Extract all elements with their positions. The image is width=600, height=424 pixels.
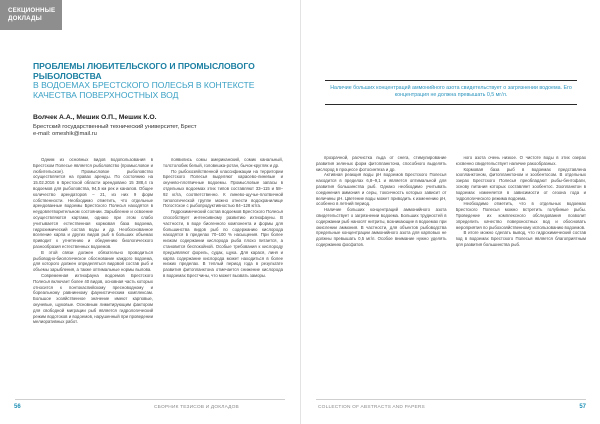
paragraph: прозрачной, расчистка льда от снега, стимулирование развития зеленых форм фитопланктона, способного выделять кислород в процессе фотосинтеза и др.	[316, 155, 447, 172]
right-text-columns	[316, 155, 586, 390]
footer-text-right: COLLECTION OF ABSTRACTS AND PAPERS	[318, 405, 425, 410]
paragraph: Активная реакция воды pH водоемов Брестского Полесья находится в пределах 6,8–9,1 и является оптимальной для развития большинства рыб. Однако необходимо учитывать соединения аммония и серы, токсичность которых зависит от величины pH. Цветение воды может приводить к изменению pH, особенно в летний период.	[316, 172, 447, 207]
section-tag: СЕКЦИОННЫЕ ДОКЛАДЫ	[0, 0, 62, 30]
paragraph: Одним из основных видов водопользования в Брестском Полесье является рыболовство (промысловое и любительское). Промысловое рыболовство осуществляется на правах аренды. По состоянию на 15.02.2016 в Брестской области арендовано 15 388,4 га водоемов для рыболовства, 94,5 км рек и каналов. Общее количество арендаторов – 21, из них 9 форм собственности. Необходимо отметить, что отдельные арендованные водоемы Брестского Полесья находятся в неудовлетворительном состоянии. Зарыбление и освоение осуществляются картами, однако при этом слабо учитывается естественная кормовая база водоема, гидрохимический состав воды и др. Необоснованное вселение карпа и других видов рыб в больших объемах приводит к угнетению и обеднению биологического разнообразия естественных водоемов.	[33, 157, 153, 249]
text-column-2	[163, 157, 283, 385]
pull-quote: Наличие больших концентраций аммонийного азота свидетельствует о загрязнении водоема. Его концентрация не должна превышать 0,5 мг/л.	[325, 80, 577, 105]
paragraph: Необходимо отметить, что в отдельных водоемах Брестского Полесья можно встретить голубиные рыбы. Проведение их комплексного обследования позволит определить качество поверхностных вод и обосновать мероприятия по рыбохозяйственному использованию водоемов.	[455, 201, 586, 230]
paragraph: В этой связи должен обязательно проводиться рыбоводно-биологическое обоснование каждого водоема, для которого должен определяться видовой состав рыб и объемы зарыбления, а также оптимальные нормы вылова.	[33, 249, 153, 273]
page-number-left: 56	[14, 404, 21, 410]
page-number-right: 57	[579, 404, 586, 410]
text-column-4	[456, 155, 587, 390]
paragraph: По рыбохозяйственной классификации на территории Брестского Полесья выделяют карасево-линевые и окунево-плотвичные водоемы. Промысловые запасы в отдельных водоемах этих типов составляют 33–115 и 58–92 кг/га, соответственно. К линево-щучье-плотвичной типологической группе можно отнести водохранилище Погостское с рыбопродуктивностью 84–128 кг/га.	[163, 168, 283, 209]
paragraph: ного азота очень низкое. О чистоте воды в этих озерах косвенно свидетельствует наличие ракообразных.	[455, 155, 586, 166]
article-title-main: ПРОБЛЕМЫ ЛЮБИТЕЛЬСКОГО И ПРОМЫСЛОВОГО РЫБОЛОВСТВА	[33, 61, 255, 81]
article-title	[33, 62, 283, 100]
paragraph: Современная ихтиофауна водоемов Брестского Полесья включает более 40 видов, основная часть которых относится к понтокаспийскому пресноводному и бореальному равнинному фаунистическим комплексам. Большое хозяйственное значение имеют карповые, окуневые, щуковые. Основным лимитирующим фактором для свободной миграции рыб является гидрологический режим водотоков и водоемов, нарушенный при проведении мелиоративных работ.	[33, 272, 153, 325]
paragraph: Гидрохимический состав водоемов Брестского Полесья способствует интенсивному развитию ихтиофауны. В частности, в воде биогенного компонента и формы для большинства видов рыб по содержанию кислорода находятся в пределах 70–100 % насыщения. При более низком содержании кислорода рыба плохо питается, а становится беспокойной. Особые требования к кислороду предъявляют форель, судак, щука. Для карася, линя и карпа содержание кислорода может находиться в более низких пределах. В теплый период года в результате развития фитопланктона отмечается снижение кислорода в водоемах Брестчины, что может вызвать заморы.	[163, 209, 283, 278]
footer-rule	[316, 399, 586, 400]
paragraph: Кормовая база рыб в водоемах представлена зоопланктоном, фитопланктоном и зообентосом. В отдельных озерах Брестского Полесья преобладают рыбы-бентофаги, основу питания которых составляет зообентос. Зоопланктон в водоемах изменяется в зависимости от сезона года и гидрологического режима водоема.	[455, 166, 586, 201]
footer-text-left: СБОРНИК ТЕЗИСОВ И ДОКЛАДОВ	[154, 405, 239, 410]
email: e-mail: omeshik@mail.ru	[33, 131, 97, 137]
authors: Волчек А.А., Мешик О.П., Мешик К.О.	[33, 114, 157, 121]
footer-rule	[15, 399, 285, 400]
paragraph: Наличие больших концентраций аммонийного азота свидетельствует о загрязнении водоема. Больших трудностей в содержании рыб наносят нитриты, возникающие в водоемах при окислении аммония. В частности, для объектов рыбоводства предельные концентрации аммонийного азота для карповых не должны превышать 0,5 мг/л. Особое внимание нужно уделять содержанию фосфатов.	[316, 207, 447, 247]
right-page	[300, 0, 600, 424]
paragraph: появились сомы американский, сомик канальный, толстолобик белый, головешка-ротан, бычок-кругляк и др.	[163, 157, 283, 168]
paragraph: В итоге можно сделать вывод, что гидрохимический состав вод в водоемах Брестского Полесья является благоприятным для развития большинства рыб.	[455, 230, 586, 247]
left-text-columns	[33, 157, 283, 385]
article-title-sub: В ВОДОЕМАХ БРЕСТСКОГО ПОЛЕСЬЯ В КОНТЕКСТЕ КАЧЕСТВА ПОВЕРХНОСТНЫХ ВОД	[33, 80, 255, 100]
affiliation-block	[33, 124, 283, 138]
text-column-1	[33, 157, 153, 385]
affiliation: Брестский государственный технический университет, Брест	[33, 124, 197, 130]
text-column-3	[316, 155, 447, 390]
